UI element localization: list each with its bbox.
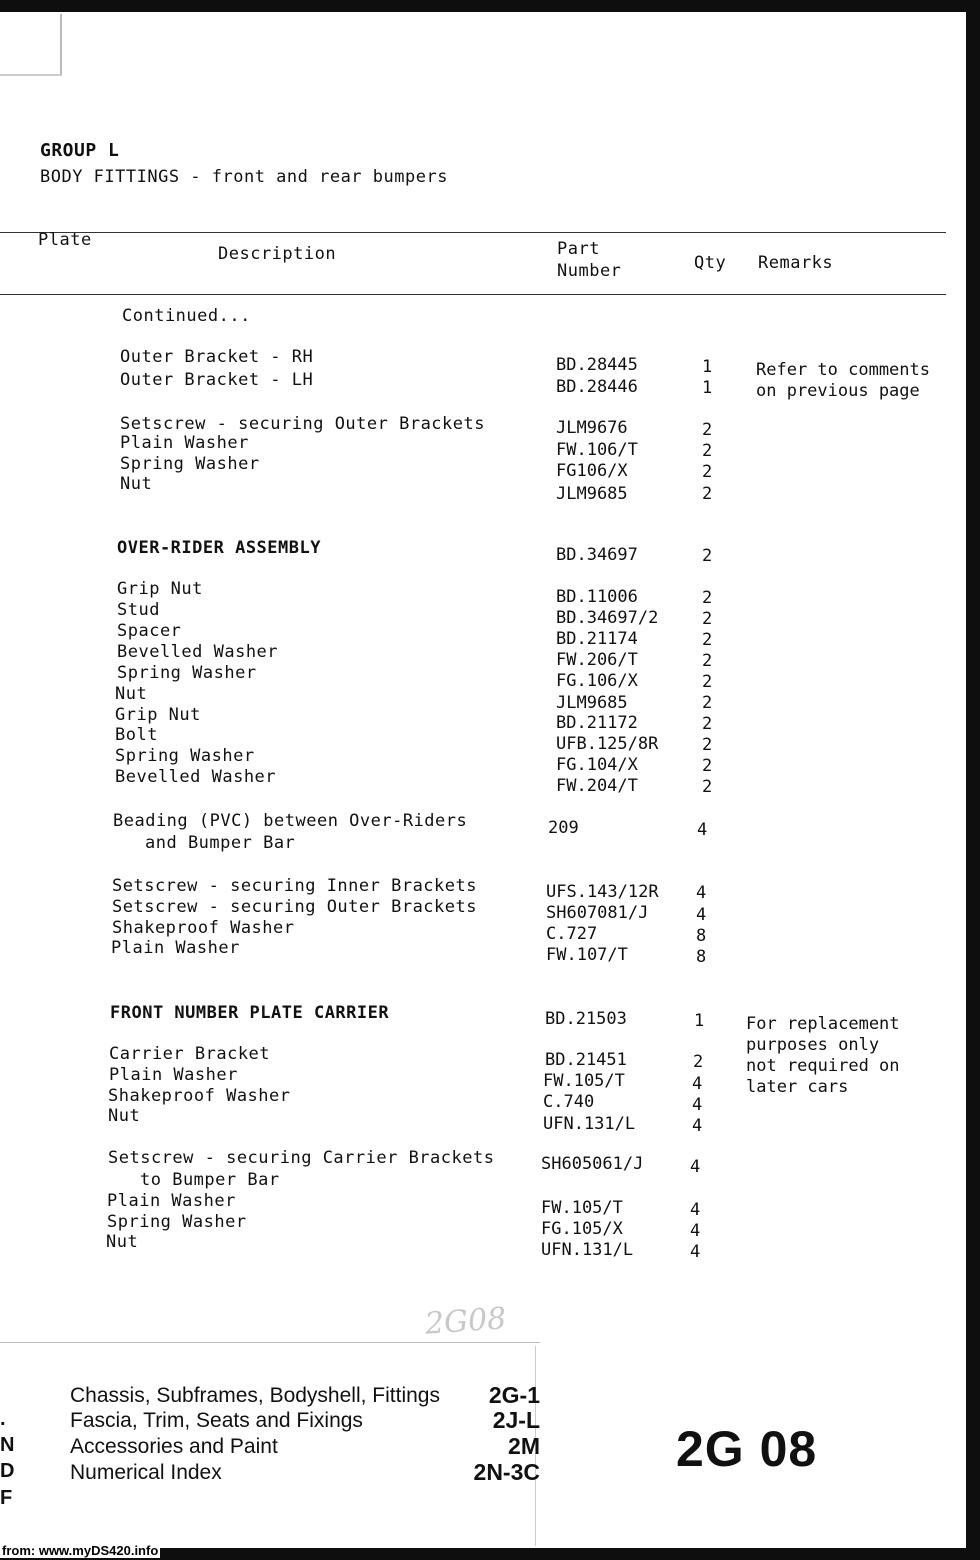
table-row-part: JLM9685 bbox=[556, 484, 628, 504]
table-header-rule bbox=[0, 294, 946, 295]
remark-line: not required on bbox=[746, 1056, 900, 1076]
table-row-description: Spring Washer bbox=[115, 746, 255, 766]
source-credit: from: www.myDS420.info bbox=[2, 1543, 159, 1558]
table-row-qty: 2 bbox=[702, 462, 713, 482]
table-row-description: Shakeproof Washer bbox=[108, 1086, 291, 1106]
table-row-qty: 2 bbox=[702, 441, 713, 461]
table-row-description: Carrier Bracket bbox=[109, 1044, 271, 1064]
table-row-part: FW.107/T bbox=[546, 945, 628, 965]
toc-entry-label: Fascia, Trim, Seats and Fixings bbox=[70, 1409, 363, 1432]
table-row-qty: 2 bbox=[702, 651, 713, 671]
table-row-part: BD.21172 bbox=[556, 713, 638, 733]
table-row-part: BD.21503 bbox=[545, 1009, 627, 1029]
fiche-number: 2G 08 bbox=[676, 1421, 818, 1477]
table-row-part: BD.11006 bbox=[556, 587, 638, 607]
table-row-description: Nut bbox=[108, 1106, 141, 1126]
table-row-description: Setscrew - securing Inner Brackets bbox=[112, 876, 477, 896]
column-header-part-line1: Part bbox=[557, 239, 600, 259]
toc-entry-label: Numerical Index bbox=[70, 1461, 222, 1484]
table-row-description: Grip Nut bbox=[117, 579, 203, 599]
table-row-part: 209 bbox=[548, 818, 579, 838]
table-row-qty: 2 bbox=[702, 609, 713, 629]
table-row-part: SH607081/J bbox=[546, 903, 649, 923]
table-row-part: FG.106/X bbox=[556, 671, 638, 691]
column-header-description: Description bbox=[218, 244, 337, 264]
scan-right-edge bbox=[966, 0, 980, 1560]
table-row-description: Grip Nut bbox=[115, 705, 201, 725]
remark-line: on previous page bbox=[756, 381, 920, 401]
table-row-description: Beading (PVC) between Over-Riders bbox=[113, 811, 468, 831]
table-row-part: FW.106/T bbox=[556, 440, 638, 460]
remark-line: purposes only bbox=[746, 1035, 880, 1055]
table-row-qty: 2 bbox=[693, 1052, 704, 1072]
table-row-part: C.727 bbox=[546, 924, 598, 944]
table-row-description: Nut bbox=[115, 684, 148, 704]
table-row-description: Plain Washer bbox=[120, 433, 249, 453]
table-top-rule bbox=[0, 232, 946, 233]
remark-line: For replacement bbox=[746, 1014, 900, 1034]
table-row-part: C.740 bbox=[543, 1092, 595, 1112]
table-row-qty: 4 bbox=[690, 1157, 701, 1177]
table-row-description: Setscrew - securing Outer Brackets bbox=[112, 897, 477, 917]
scan-top-edge bbox=[0, 0, 980, 12]
table-row-description: Setscrew - securing Carrier Brackets bbox=[108, 1148, 495, 1168]
table-row-part: BD.21451 bbox=[545, 1050, 627, 1070]
table-row-description: Outer Bracket - RH bbox=[120, 347, 314, 367]
toc-entry-label: Chassis, Subframes, Bodyshell, Fittings bbox=[70, 1384, 440, 1407]
table-row-qty: 2 bbox=[702, 735, 713, 755]
toc-entry-code: 2G-1 bbox=[488, 1382, 540, 1408]
table-row-qty: 4 bbox=[692, 1116, 703, 1136]
table-row-description: Plain Washer bbox=[107, 1191, 236, 1211]
table-row-description: Spring Washer bbox=[120, 454, 260, 474]
group-title: GROUP L bbox=[40, 140, 120, 161]
table-row-qty: 1 bbox=[694, 1011, 705, 1031]
column-header-remarks: Remarks bbox=[758, 253, 834, 273]
table-row-part: SH605061/J bbox=[541, 1154, 644, 1174]
column-header-qty: Qty bbox=[694, 253, 727, 273]
table-row-description: Nut bbox=[106, 1232, 139, 1252]
side-index-letter: F bbox=[0, 1487, 13, 1509]
table-row-part: BD.34697 bbox=[556, 545, 638, 565]
table-row-description: Spacer bbox=[117, 621, 182, 641]
side-index-letter: D bbox=[0, 1460, 15, 1482]
table-row-description: Bolt bbox=[115, 725, 158, 745]
table-row-qty: 8 bbox=[696, 947, 707, 967]
table-row-description: Bevelled Washer bbox=[115, 767, 277, 787]
toc-entry-code: 2J-L bbox=[492, 1407, 540, 1433]
side-index-letter: N bbox=[0, 1434, 15, 1456]
table-row-description: Setscrew - securing Outer Brackets bbox=[120, 414, 485, 434]
remark-line: later cars bbox=[746, 1077, 849, 1097]
table-row-description-continued: and Bumper Bar bbox=[145, 833, 296, 853]
table-row-part: FG.104/X bbox=[556, 755, 638, 775]
table-row-part: JLM9685 bbox=[556, 693, 628, 713]
table-row-qty: 2 bbox=[702, 672, 713, 692]
continued-label: Continued... bbox=[122, 306, 251, 326]
table-row-qty: 1 bbox=[702, 378, 713, 398]
toc-entry-code: 2M bbox=[508, 1433, 540, 1459]
table-row-part: FW.204/T bbox=[556, 776, 638, 796]
table-row-part: FG106/X bbox=[556, 461, 628, 481]
table-row-qty: 4 bbox=[696, 883, 707, 903]
table-row-part: FW.105/T bbox=[541, 1198, 623, 1218]
side-index-letter: . bbox=[0, 1408, 6, 1430]
table-row-description: Stud bbox=[117, 600, 160, 620]
table-row-part: UFB.125/8R bbox=[556, 734, 659, 754]
column-header-part-line2: Number bbox=[557, 261, 622, 281]
table-row-description: Bevelled Washer bbox=[117, 642, 279, 662]
table-row-part: BD.28445 bbox=[556, 355, 638, 375]
table-row-part: JLM9676 bbox=[556, 418, 628, 438]
pencil-stamp: 2G08 bbox=[423, 1301, 508, 1342]
table-row-description: OVER-RIDER ASSEMBLY bbox=[117, 538, 321, 558]
table-row-description: Spring Washer bbox=[117, 663, 257, 683]
table-row-qty: 2 bbox=[702, 693, 713, 713]
toc-entry-label: Accessories and Paint bbox=[70, 1435, 278, 1458]
crop-mark bbox=[0, 14, 62, 76]
table-row-qty: 4 bbox=[697, 820, 708, 840]
toc-entry-code: 2N-3C bbox=[473, 1459, 540, 1485]
table-row-part: FG.105/X bbox=[541, 1219, 623, 1239]
table-row-part: UFN.131/L bbox=[543, 1114, 636, 1134]
table-row-part: BD.28446 bbox=[556, 377, 638, 397]
table-row-part: FW.206/T bbox=[556, 650, 638, 670]
table-row-qty: 1 bbox=[702, 357, 713, 377]
table-row-part: UFN.131/L bbox=[541, 1240, 634, 1260]
table-row-qty: 4 bbox=[690, 1200, 701, 1220]
table-row-description: Plain Washer bbox=[111, 938, 240, 958]
table-row-qty: 2 bbox=[702, 714, 713, 734]
footer-rule bbox=[0, 1342, 540, 1343]
table-row-qty: 2 bbox=[702, 630, 713, 650]
table-row-part: BD.34697/2 bbox=[556, 608, 659, 628]
remark-line: Refer to comments bbox=[756, 360, 930, 380]
table-row-description: Outer Bracket - LH bbox=[120, 370, 314, 390]
table-row-part: FW.105/T bbox=[543, 1071, 625, 1091]
table-row-qty: 2 bbox=[702, 420, 713, 440]
table-row-qty: 4 bbox=[696, 905, 707, 925]
table-row-description: Nut bbox=[120, 474, 153, 494]
column-header-plate: Plate bbox=[38, 230, 92, 250]
table-row-description: Shakeproof Washer bbox=[112, 918, 295, 938]
table-row-qty: 2 bbox=[702, 588, 713, 608]
table-row-qty: 4 bbox=[690, 1221, 701, 1241]
table-row-part: UFS.143/12R bbox=[546, 882, 659, 902]
table-row-part: BD.21174 bbox=[556, 629, 638, 649]
table-row-description: Spring Washer bbox=[107, 1212, 247, 1232]
table-row-description: FRONT NUMBER PLATE CARRIER bbox=[110, 1003, 390, 1023]
table-row-qty: 4 bbox=[690, 1242, 701, 1262]
table-row-qty: 4 bbox=[692, 1095, 703, 1115]
section-subtitle: BODY FITTINGS - front and rear bumpers bbox=[40, 167, 448, 187]
table-row-qty: 2 bbox=[702, 756, 713, 776]
table-row-qty: 2 bbox=[702, 777, 713, 797]
table-row-qty: 2 bbox=[702, 484, 713, 504]
table-row-qty: 2 bbox=[702, 546, 713, 566]
table-row-qty: 4 bbox=[692, 1074, 703, 1094]
page-header bbox=[40, 140, 448, 187]
table-row-description-continued: to Bumper Bar bbox=[140, 1170, 280, 1190]
table-row-description: Plain Washer bbox=[109, 1065, 238, 1085]
table-row-qty: 8 bbox=[696, 926, 707, 946]
